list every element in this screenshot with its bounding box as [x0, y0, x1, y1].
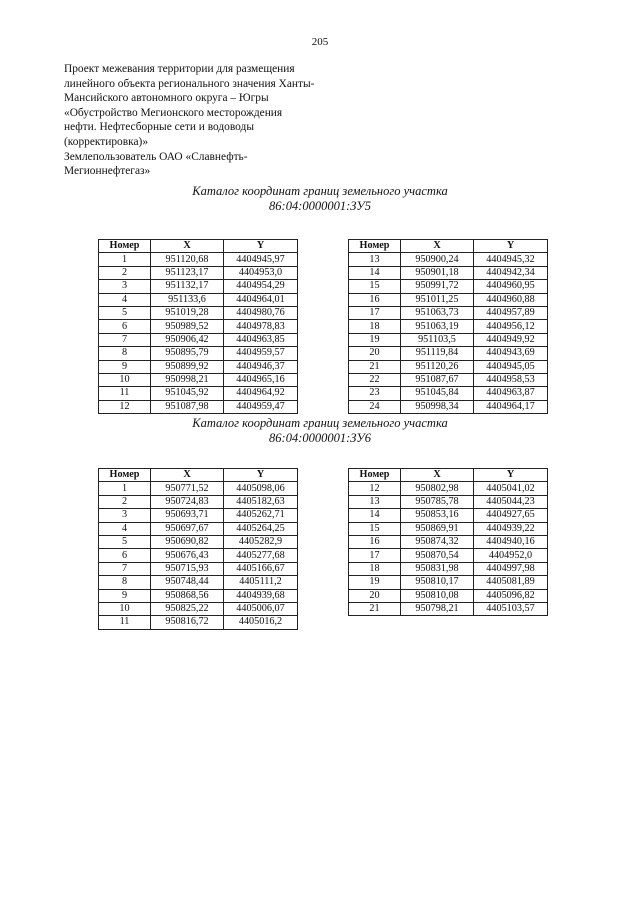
x-coordinate-cell: 950690,82: [151, 535, 224, 548]
x-coordinate-cell: 951019,28: [151, 306, 224, 319]
x-coordinate-cell: 951133,6: [151, 293, 224, 306]
point-number-cell: 22: [349, 373, 401, 386]
x-coordinate-cell: 950825,22: [151, 602, 224, 615]
point-number-cell: 18: [349, 320, 401, 333]
y-coordinate-cell: 4404939,68: [224, 589, 298, 602]
y-coordinate-cell: 4405262,71: [224, 509, 298, 522]
table-row: [99, 266, 298, 279]
y-coordinate-cell: 4404965,16: [224, 373, 298, 386]
point-number-cell: 21: [349, 360, 401, 373]
x-coordinate-cell: 950816,72: [151, 616, 224, 629]
column-header-x: X: [401, 240, 474, 253]
table-row: [99, 495, 298, 508]
x-coordinate-cell: 951120,26: [401, 360, 474, 373]
point-number-cell: 5: [99, 535, 151, 548]
table-row: [99, 589, 298, 602]
column-header-number: Номер: [99, 240, 151, 253]
column-header-y: Y: [224, 240, 298, 253]
x-coordinate-cell: 951045,92: [151, 387, 224, 400]
y-coordinate-cell: 4404978,83: [224, 320, 298, 333]
point-number-cell: 4: [99, 293, 151, 306]
table-row: [99, 347, 298, 360]
header-line: (корректировка)»: [64, 135, 149, 148]
catalog-code: 86:04:0000001:ЗУ5: [269, 199, 371, 213]
header-line: Мегионнефтегаз»: [64, 165, 151, 178]
point-number-cell: 11: [99, 616, 151, 629]
coordinates-table: [98, 239, 298, 414]
y-coordinate-cell: 4404960,95: [474, 280, 548, 293]
y-coordinate-cell: 4404942,34: [474, 266, 548, 279]
table-row: [349, 347, 548, 360]
y-coordinate-cell: 4404959,57: [224, 347, 298, 360]
table-row: [349, 306, 548, 319]
header-line: «Обустройство Мегионского месторождения: [64, 106, 283, 119]
catalog-title-text: Каталог координат границ земельного участка: [192, 416, 448, 430]
y-coordinate-cell: 4404943,69: [474, 347, 548, 360]
y-coordinate-cell: 4404963,87: [474, 387, 548, 400]
y-coordinate-cell: 4405111,2: [224, 576, 298, 589]
table-row: [349, 535, 548, 548]
x-coordinate-cell: 950900,24: [401, 253, 474, 266]
table-row: [349, 400, 548, 413]
table-row: [99, 387, 298, 400]
x-coordinate-cell: 950899,92: [151, 360, 224, 373]
catalog-title-text: Каталог координат границ земельного участка: [192, 184, 448, 198]
y-coordinate-cell: 4404952,0: [474, 549, 548, 562]
y-coordinate-cell: 4404939,22: [474, 522, 548, 535]
y-coordinate-cell: 4405044,23: [474, 495, 548, 508]
x-coordinate-cell: 950901,18: [401, 266, 474, 279]
x-coordinate-cell: 950869,91: [401, 522, 474, 535]
y-coordinate-cell: 4405016,2: [224, 616, 298, 629]
y-coordinate-cell: 4404954,29: [224, 280, 298, 293]
table-row: [99, 293, 298, 306]
table-row: [349, 576, 548, 589]
x-coordinate-cell: 950724,83: [151, 495, 224, 508]
y-coordinate-cell: 4405041,02: [474, 482, 548, 495]
point-number-cell: 2: [99, 495, 151, 508]
table-row: [99, 482, 298, 495]
coordinates-table: [98, 468, 298, 630]
y-coordinate-cell: 4404946,37: [224, 360, 298, 373]
x-coordinate-cell: 951123,17: [151, 266, 224, 279]
x-coordinate-cell: 951119,84: [401, 347, 474, 360]
x-coordinate-cell: 950693,71: [151, 509, 224, 522]
point-number-cell: 15: [349, 280, 401, 293]
point-number-cell: 21: [349, 602, 401, 615]
table-row: [349, 360, 548, 373]
y-coordinate-cell: 4404953,0: [224, 266, 298, 279]
table-row: [99, 562, 298, 575]
y-coordinate-cell: 4404964,01: [224, 293, 298, 306]
x-coordinate-cell: 950874,32: [401, 535, 474, 548]
point-number-cell: 12: [99, 400, 151, 413]
x-coordinate-cell: 950991,72: [401, 280, 474, 293]
x-coordinate-cell: 950771,52: [151, 482, 224, 495]
table-row: [349, 509, 548, 522]
column-header-y: Y: [474, 240, 548, 253]
point-number-cell: 5: [99, 306, 151, 319]
point-number-cell: 2: [99, 266, 151, 279]
table-row: [349, 589, 548, 602]
header-line: Проект межевания территории для размещения: [64, 63, 295, 75]
header-line: Мансийского автономного округа – Югры: [64, 92, 269, 105]
y-coordinate-cell: 4404945,97: [224, 253, 298, 266]
y-coordinate-cell: 4405096,82: [474, 589, 548, 602]
column-header-number: Номер: [99, 469, 151, 482]
table-row: [99, 253, 298, 266]
y-coordinate-cell: 4404949,92: [474, 333, 548, 346]
y-coordinate-cell: 4404963,85: [224, 333, 298, 346]
header-line: Землепользователь ОАО «Славнефть-: [64, 150, 248, 163]
coordinates-table: [348, 239, 548, 414]
coordinates-table: [348, 468, 548, 616]
x-coordinate-cell: 950868,56: [151, 589, 224, 602]
table-row: [99, 360, 298, 373]
y-coordinate-cell: 4405098,06: [224, 482, 298, 495]
catalog-title: [0, 416, 640, 446]
y-coordinate-cell: 4405081,89: [474, 576, 548, 589]
x-coordinate-cell: 950831,98: [401, 562, 474, 575]
table-row: [99, 320, 298, 333]
x-coordinate-cell: 950810,17: [401, 576, 474, 589]
table-row: [99, 535, 298, 548]
y-coordinate-cell: 4404964,92: [224, 387, 298, 400]
x-coordinate-cell: 951087,67: [401, 373, 474, 386]
point-number-cell: 17: [349, 306, 401, 319]
point-number-cell: 17: [349, 549, 401, 562]
x-coordinate-cell: 951087,98: [151, 400, 224, 413]
table-row: [99, 602, 298, 615]
point-number-cell: 8: [99, 347, 151, 360]
table-row: [349, 387, 548, 400]
point-number-cell: 4: [99, 522, 151, 535]
point-number-cell: 19: [349, 333, 401, 346]
y-coordinate-cell: 4405166,67: [224, 562, 298, 575]
header-line: нефти. Нефтесборные сети и водоводы: [64, 121, 254, 134]
table-row: [99, 616, 298, 629]
y-coordinate-cell: 4404940,16: [474, 535, 548, 548]
y-coordinate-cell: 4404964,17: [474, 400, 548, 413]
table-row: [349, 293, 548, 306]
document-header: [64, 62, 354, 179]
x-coordinate-cell: 951045,84: [401, 387, 474, 400]
x-coordinate-cell: 950906,42: [151, 333, 224, 346]
point-number-cell: 16: [349, 535, 401, 548]
x-coordinate-cell: 950697,67: [151, 522, 224, 535]
point-number-cell: 19: [349, 576, 401, 589]
x-coordinate-cell: 950810,08: [401, 589, 474, 602]
x-coordinate-cell: 950870,54: [401, 549, 474, 562]
column-header-x: X: [401, 469, 474, 482]
table-row: [99, 549, 298, 562]
point-number-cell: 13: [349, 495, 401, 508]
point-number-cell: 14: [349, 266, 401, 279]
table-row: [99, 400, 298, 413]
table-row: [349, 522, 548, 535]
x-coordinate-cell: 950802,98: [401, 482, 474, 495]
x-coordinate-cell: 950785,78: [401, 495, 474, 508]
column-header-number: Номер: [349, 240, 401, 253]
point-number-cell: 16: [349, 293, 401, 306]
point-number-cell: 7: [99, 333, 151, 346]
table-row: [349, 253, 548, 266]
header-line: линейного объекта регионального значения Ханты-: [64, 77, 315, 90]
x-coordinate-cell: 950998,21: [151, 373, 224, 386]
point-number-cell: 7: [99, 562, 151, 575]
y-coordinate-cell: 4405103,57: [474, 602, 548, 615]
x-coordinate-cell: 950895,79: [151, 347, 224, 360]
point-number-cell: 8: [99, 576, 151, 589]
table-row: [99, 306, 298, 319]
catalog-title: [0, 184, 640, 214]
y-coordinate-cell: 4405264,25: [224, 522, 298, 535]
point-number-cell: 12: [349, 482, 401, 495]
page-number: 205: [311, 36, 329, 48]
table-row: [349, 266, 548, 279]
x-coordinate-cell: 951120,68: [151, 253, 224, 266]
y-coordinate-cell: 4404945,05: [474, 360, 548, 373]
point-number-cell: 9: [99, 589, 151, 602]
point-number-cell: 3: [99, 280, 151, 293]
table-row: [99, 280, 298, 293]
y-coordinate-cell: 4404959,47: [224, 400, 298, 413]
x-coordinate-cell: 950853,16: [401, 509, 474, 522]
table-row: [99, 373, 298, 386]
table-row: [349, 373, 548, 386]
x-coordinate-cell: 950998,34: [401, 400, 474, 413]
table-row: [99, 576, 298, 589]
point-number-cell: 14: [349, 509, 401, 522]
x-coordinate-cell: 951103,5: [401, 333, 474, 346]
catalog-code: 86:04:0000001:ЗУ6: [269, 431, 371, 445]
point-number-cell: 20: [349, 589, 401, 602]
x-coordinate-cell: 951132,17: [151, 280, 224, 293]
point-number-cell: 6: [99, 320, 151, 333]
table-row: [99, 333, 298, 346]
table-row: [349, 320, 548, 333]
table-row: [349, 549, 548, 562]
y-coordinate-cell: 4404980,76: [224, 306, 298, 319]
table-row: [99, 522, 298, 535]
point-number-cell: 18: [349, 562, 401, 575]
y-coordinate-cell: 4404960,88: [474, 293, 548, 306]
x-coordinate-cell: 951011,25: [401, 293, 474, 306]
column-header-x: X: [151, 469, 224, 482]
point-number-cell: 1: [99, 482, 151, 495]
column-header-x: X: [151, 240, 224, 253]
point-number-cell: 24: [349, 400, 401, 413]
table-row: [349, 280, 548, 293]
point-number-cell: 3: [99, 509, 151, 522]
column-header-number: Номер: [349, 469, 401, 482]
y-coordinate-cell: 4405277,68: [224, 549, 298, 562]
y-coordinate-cell: 4404997,98: [474, 562, 548, 575]
point-number-cell: 10: [99, 373, 151, 386]
x-coordinate-cell: 950798,21: [401, 602, 474, 615]
point-number-cell: 20: [349, 347, 401, 360]
point-number-cell: 9: [99, 360, 151, 373]
x-coordinate-cell: 950989,52: [151, 320, 224, 333]
column-header-y: Y: [474, 469, 548, 482]
point-number-cell: 6: [99, 549, 151, 562]
point-number-cell: 15: [349, 522, 401, 535]
y-coordinate-cell: 4405182,63: [224, 495, 298, 508]
x-coordinate-cell: 951063,19: [401, 320, 474, 333]
x-coordinate-cell: 951063,73: [401, 306, 474, 319]
y-coordinate-cell: 4405282,9: [224, 535, 298, 548]
point-number-cell: 1: [99, 253, 151, 266]
table-row: [349, 482, 548, 495]
table-row: [349, 495, 548, 508]
y-coordinate-cell: 4405006,07: [224, 602, 298, 615]
point-number-cell: 10: [99, 602, 151, 615]
x-coordinate-cell: 950715,93: [151, 562, 224, 575]
x-coordinate-cell: 950676,43: [151, 549, 224, 562]
point-number-cell: 23: [349, 387, 401, 400]
y-coordinate-cell: 4404956,12: [474, 320, 548, 333]
table-row: [349, 562, 548, 575]
x-coordinate-cell: 950748,44: [151, 576, 224, 589]
point-number-cell: 11: [99, 387, 151, 400]
y-coordinate-cell: 4404927,65: [474, 509, 548, 522]
y-coordinate-cell: 4404958,53: [474, 373, 548, 386]
table-row: [349, 602, 548, 615]
point-number-cell: 13: [349, 253, 401, 266]
table-row: [99, 509, 298, 522]
table-row: [349, 333, 548, 346]
y-coordinate-cell: 4404945,32: [474, 253, 548, 266]
y-coordinate-cell: 4404957,89: [474, 306, 548, 319]
column-header-y: Y: [224, 469, 298, 482]
